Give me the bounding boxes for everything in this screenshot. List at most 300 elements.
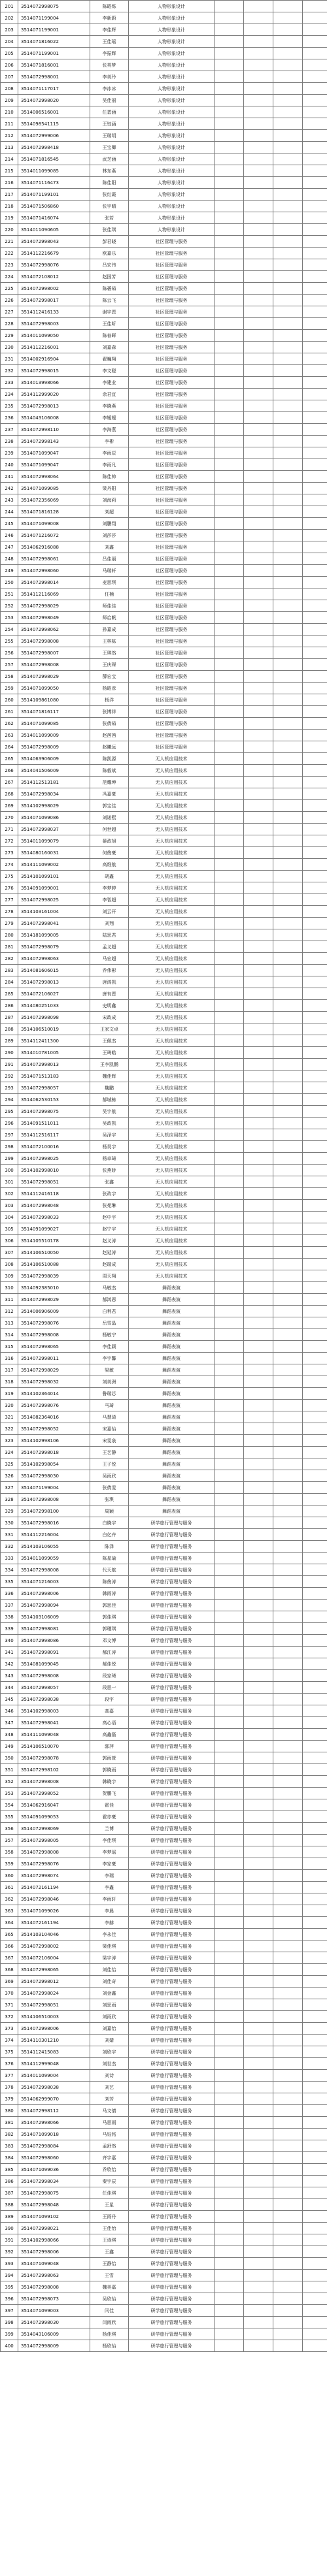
- student-name: 宋政成: [90, 1012, 129, 1023]
- empty-cell: [215, 295, 244, 306]
- empty-cell: [244, 1494, 273, 1505]
- empty-cell: [273, 1423, 303, 1435]
- major-name: 研学旅行管理与服务: [129, 1564, 215, 1576]
- major-name: 社区管理与服务: [129, 706, 215, 718]
- empty-cell: [273, 36, 303, 48]
- major-name: 研学旅行管理与服务: [129, 1553, 215, 1564]
- major-name: 人物形象设计: [129, 153, 215, 165]
- empty-cell: [273, 2105, 303, 2117]
- major-name: 舞蹈表演: [129, 1388, 215, 1400]
- table-row: [1, 1999, 327, 2011]
- major-name: 研学旅行管理与服务: [129, 2258, 215, 2270]
- major-name: 无人机应用技术: [129, 788, 215, 800]
- student-name: 段思一: [90, 1682, 129, 1694]
- empty-cell: [273, 1988, 303, 1999]
- empty-cell: [303, 1600, 327, 1611]
- empty-cell: [215, 1576, 244, 1588]
- student-id: 3514091099027: [18, 1223, 90, 1235]
- empty-cell: [244, 365, 273, 377]
- empty-cell: [244, 2152, 273, 2164]
- major-name: 社区管理与服务: [129, 600, 215, 612]
- empty-cell: [273, 424, 303, 436]
- student-name: 王家文卓: [90, 1023, 129, 1035]
- major-name: 社区管理与服务: [129, 424, 215, 436]
- row-number: 322: [1, 1423, 18, 1435]
- row-number: 352: [1, 1776, 18, 1788]
- major-name: 人物形象设计: [129, 224, 215, 236]
- student-name: 李雨凡: [90, 459, 129, 471]
- student-id: 3514071099047: [18, 447, 90, 459]
- empty-cell: [273, 1317, 303, 1329]
- empty-cell: [215, 718, 244, 730]
- empty-cell: [273, 777, 303, 788]
- empty-cell: [215, 1553, 244, 1564]
- row-number: 219: [1, 212, 18, 224]
- empty-cell: [303, 1259, 327, 1270]
- major-name: 舞蹈表演: [129, 1458, 215, 1470]
- row-number: 290: [1, 1047, 18, 1059]
- empty-cell: [215, 2117, 244, 2129]
- table-row: [1, 71, 327, 83]
- empty-cell: [303, 224, 327, 236]
- table-row: [1, 400, 327, 412]
- empty-cell: [244, 95, 273, 106]
- empty-cell: [244, 1470, 273, 1482]
- empty-cell: [215, 71, 244, 83]
- student-name: 李佳辉: [90, 24, 129, 36]
- table-row: [1, 436, 327, 447]
- empty-cell: [215, 483, 244, 494]
- empty-cell: [215, 988, 244, 1000]
- table-row: [1, 83, 327, 95]
- empty-cell: [244, 1035, 273, 1047]
- empty-cell: [273, 1647, 303, 1658]
- major-name: 研学旅行管理与服务: [129, 2046, 215, 2058]
- row-number: 306: [1, 1235, 18, 1247]
- empty-cell: [244, 1270, 273, 1282]
- student-id: 3514071816001: [18, 59, 90, 71]
- student-id: 3514072998076: [18, 1858, 90, 1870]
- empty-cell: [215, 835, 244, 847]
- major-name: 社区管理与服务: [129, 624, 215, 636]
- row-number: 393: [1, 2258, 18, 2270]
- empty-cell: [215, 412, 244, 424]
- row-number: 347: [1, 1717, 18, 1729]
- student-name: 晏政旭: [90, 835, 129, 847]
- empty-cell: [244, 929, 273, 941]
- major-name: 社区管理与服务: [129, 353, 215, 365]
- student-id: 3514071099026: [18, 1905, 90, 1917]
- row-number: 272: [1, 835, 18, 847]
- major-name: 无人机应用技术: [129, 765, 215, 777]
- major-name: 舞蹈表演: [129, 1482, 215, 1494]
- empty-cell: [215, 1776, 244, 1788]
- empty-cell: [303, 377, 327, 389]
- student-id: 3514112999020: [18, 389, 90, 400]
- student-name: 张红霞: [90, 189, 129, 201]
- student-name: 郝佳悦: [90, 1658, 129, 1670]
- empty-cell: [273, 2234, 303, 2246]
- student-id: 3514103106009: [18, 1611, 90, 1623]
- student-name: 魏鹏: [90, 1082, 129, 1094]
- empty-cell: [215, 965, 244, 976]
- empty-cell: [215, 1788, 244, 1799]
- empty-cell: [215, 1000, 244, 1012]
- table-row: [1, 342, 327, 353]
- row-number: 384: [1, 2152, 18, 2164]
- major-name: 研学旅行管理与服务: [129, 1940, 215, 1952]
- table-row: [1, 189, 327, 201]
- row-number: 327: [1, 1482, 18, 1494]
- empty-cell: [273, 1259, 303, 1270]
- student-id: 3514072998048: [18, 2199, 90, 2211]
- major-name: 无人机应用技术: [129, 1094, 215, 1106]
- student-name: 何俊豪: [90, 847, 129, 859]
- empty-cell: [303, 800, 327, 812]
- empty-cell: [215, 765, 244, 777]
- table-row: [1, 153, 327, 165]
- row-number: 394: [1, 2270, 18, 2281]
- empty-cell: [273, 24, 303, 36]
- student-name: 刘欣宇: [90, 2046, 129, 2058]
- major-name: 无人机应用技术: [129, 777, 215, 788]
- empty-cell: [244, 2105, 273, 2117]
- empty-cell: [273, 1247, 303, 1259]
- student-id: 3514072998098: [18, 1012, 90, 1023]
- empty-cell: [303, 2293, 327, 2305]
- empty-cell: [244, 588, 273, 600]
- table-row: [1, 1505, 327, 1517]
- student-name: 刘超: [90, 506, 129, 518]
- student-id: 3514112516117: [18, 1129, 90, 1141]
- empty-cell: [215, 236, 244, 248]
- empty-cell: [215, 1717, 244, 1729]
- table-row: [1, 1893, 327, 1905]
- empty-cell: [244, 741, 273, 753]
- student-id: 3514092385010: [18, 1282, 90, 1294]
- empty-cell: [215, 918, 244, 929]
- row-number: 247: [1, 541, 18, 553]
- student-name: 何世超: [90, 824, 129, 835]
- table-row: [1, 201, 327, 212]
- empty-cell: [273, 1329, 303, 1341]
- empty-cell: [303, 1035, 327, 1047]
- empty-cell: [273, 71, 303, 83]
- student-name: 陈佳阳: [90, 177, 129, 189]
- empty-cell: [215, 1482, 244, 1494]
- empty-cell: [303, 483, 327, 494]
- table-row: [1, 106, 327, 118]
- table-row: [1, 1600, 327, 1611]
- major-name: 社区管理与服务: [129, 565, 215, 577]
- empty-cell: [244, 1835, 273, 1846]
- student-name: 段宇: [90, 1694, 129, 1705]
- empty-cell: [215, 1658, 244, 1670]
- empty-cell: [215, 2246, 244, 2258]
- major-name: 人物形象设计: [129, 24, 215, 36]
- table-row: [1, 2082, 327, 2093]
- row-number: 281: [1, 941, 18, 953]
- table-row: [1, 2234, 327, 2246]
- student-id: 3514091099053: [18, 1811, 90, 1823]
- major-name: 研学旅行管理与服务: [129, 1893, 215, 1905]
- empty-cell: [244, 1153, 273, 1165]
- empty-cell: [303, 2270, 327, 2281]
- student-id: 3514072998006: [18, 2246, 90, 2258]
- row-number: 346: [1, 1705, 18, 1717]
- table-row: [1, 2281, 327, 2293]
- empty-cell: [303, 1553, 327, 1564]
- major-name: 社区管理与服务: [129, 577, 215, 588]
- row-number: 336: [1, 1588, 18, 1600]
- empty-cell: [273, 318, 303, 330]
- major-name: 研学旅行管理与服务: [129, 2093, 215, 2105]
- empty-cell: [244, 1282, 273, 1294]
- table-row: [1, 1235, 327, 1247]
- table-row: [1, 2223, 327, 2234]
- empty-cell: [215, 1647, 244, 1658]
- major-name: 无人机应用技术: [129, 835, 215, 847]
- table-row: [1, 1682, 327, 1694]
- empty-cell: [215, 753, 244, 765]
- row-number: 333: [1, 1553, 18, 1564]
- student-id: 3514072998002: [18, 283, 90, 295]
- empty-cell: [244, 636, 273, 647]
- major-name: 研学旅行管理与服务: [129, 2199, 215, 2211]
- student-name: 马敏杰: [90, 1282, 129, 1294]
- row-number: 315: [1, 1341, 18, 1353]
- student-name: 梁宇涛: [90, 1952, 129, 1964]
- empty-cell: [273, 941, 303, 953]
- empty-cell: [303, 2011, 327, 2023]
- empty-cell: [303, 1741, 327, 1752]
- empty-cell: [244, 1094, 273, 1106]
- empty-cell: [303, 1882, 327, 1893]
- empty-cell: [303, 248, 327, 259]
- student-id: 3514006516001: [18, 106, 90, 118]
- empty-cell: [303, 1788, 327, 1799]
- empty-cell: [244, 1788, 273, 1799]
- empty-cell: [244, 59, 273, 71]
- empty-cell: [303, 2046, 327, 2058]
- student-id: 3514112416118: [18, 1188, 90, 1200]
- student-name: 高嘉: [90, 1705, 129, 1717]
- table-row: [1, 1223, 327, 1235]
- empty-cell: [303, 1176, 327, 1188]
- student-id: 3514072161194: [18, 1917, 90, 1929]
- row-number: 341: [1, 1647, 18, 1658]
- major-name: 无人机应用技术: [129, 1000, 215, 1012]
- row-number: 396: [1, 2293, 18, 2305]
- student-id: 3514072998052: [18, 1788, 90, 1799]
- student-name: 刘鹏翔: [90, 518, 129, 530]
- empty-cell: [303, 1999, 327, 2011]
- student-name: 韩晓宇: [90, 1776, 129, 1788]
- empty-cell: [244, 1106, 273, 1118]
- empty-cell: [273, 295, 303, 306]
- student-name: 李梦瑶: [90, 1846, 129, 1858]
- table-row: [1, 1670, 327, 1682]
- table-row: [1, 941, 327, 953]
- empty-cell: [273, 859, 303, 871]
- empty-cell: [244, 436, 273, 447]
- empty-cell: [303, 1988, 327, 1999]
- table-row: [1, 1447, 327, 1458]
- empty-cell: [303, 353, 327, 365]
- empty-cell: [273, 588, 303, 600]
- empty-cell: [303, 1118, 327, 1129]
- major-name: 研学旅行管理与服务: [129, 2305, 215, 2317]
- row-number: 246: [1, 530, 18, 541]
- student-name: 刘莎莎: [90, 530, 129, 541]
- student-id: 3514072998084: [18, 2140, 90, 2152]
- table-row: [1, 177, 327, 189]
- student-name: 刘佳怡: [90, 1964, 129, 1976]
- student-id: 3514072998033: [18, 1212, 90, 1223]
- empty-cell: [303, 1635, 327, 1647]
- major-name: 舞蹈表演: [129, 1400, 215, 1411]
- empty-cell: [244, 1529, 273, 1541]
- major-name: 人物形象设计: [129, 71, 215, 83]
- empty-cell: [244, 1317, 273, 1329]
- student-name: 马文倩: [90, 2105, 129, 2117]
- empty-cell: [273, 1376, 303, 1388]
- student-name: 王鑫: [90, 2246, 129, 2258]
- major-name: 无人机应用技术: [129, 1259, 215, 1270]
- student-id: 3514106510088: [18, 1259, 90, 1270]
- empty-cell: [273, 1929, 303, 1940]
- major-name: 无人机应用技术: [129, 1200, 215, 1212]
- row-number: 321: [1, 1411, 18, 1423]
- empty-cell: [215, 353, 244, 365]
- empty-cell: [273, 1235, 303, 1247]
- empty-cell: [244, 1870, 273, 1882]
- empty-cell: [273, 683, 303, 694]
- empty-cell: [244, 1047, 273, 1059]
- empty-cell: [215, 1165, 244, 1176]
- empty-cell: [273, 694, 303, 706]
- empty-cell: [215, 1411, 244, 1423]
- table-row: [1, 612, 327, 624]
- empty-cell: [244, 1458, 273, 1470]
- student-id: 3514071816117: [18, 706, 90, 718]
- empty-cell: [273, 1893, 303, 1905]
- empty-cell: [303, 871, 327, 882]
- row-number: 212: [1, 130, 18, 142]
- empty-cell: [244, 2164, 273, 2176]
- student-name: 王佳怡: [90, 2223, 129, 2234]
- student-name: 王星: [90, 2199, 129, 2211]
- table-row: [1, 1588, 327, 1600]
- empty-cell: [215, 1176, 244, 1188]
- empty-cell: [273, 447, 303, 459]
- empty-cell: [244, 2187, 273, 2199]
- empty-cell: [244, 283, 273, 295]
- empty-cell: [303, 1317, 327, 1329]
- empty-cell: [215, 59, 244, 71]
- row-number: 294: [1, 1094, 18, 1106]
- empty-cell: [215, 2317, 244, 2328]
- student-id: 3514072998075: [18, 2187, 90, 2199]
- student-name: 乔欣怡: [90, 2164, 129, 2176]
- student-id: 3514011099009: [18, 730, 90, 741]
- empty-cell: [303, 1952, 327, 1964]
- empty-cell: [273, 765, 303, 777]
- empty-cell: [273, 377, 303, 389]
- student-id: 3514072998091: [18, 1647, 90, 1658]
- empty-cell: [244, 577, 273, 588]
- empty-cell: [273, 1611, 303, 1623]
- major-name: 研学旅行管理与服务: [129, 1635, 215, 1647]
- empty-cell: [244, 165, 273, 177]
- major-name: 社区管理与服务: [129, 459, 215, 471]
- table-row: [1, 248, 327, 259]
- empty-cell: [244, 1541, 273, 1553]
- row-number: 220: [1, 224, 18, 236]
- row-number: 259: [1, 683, 18, 694]
- student-id: 3514011099085: [18, 165, 90, 177]
- empty-cell: [273, 929, 303, 941]
- row-number: 201: [1, 1, 18, 12]
- student-id: 3514110301210: [18, 2035, 90, 2046]
- student-id: 3514072998078: [18, 1752, 90, 1764]
- empty-cell: [215, 2082, 244, 2093]
- empty-cell: [215, 1529, 244, 1541]
- empty-cell: [273, 647, 303, 659]
- empty-cell: [303, 2082, 327, 2093]
- row-number: 374: [1, 2035, 18, 2046]
- row-number: 270: [1, 812, 18, 824]
- student-name: 欧嘉乐: [90, 248, 129, 259]
- table-row: [1, 2211, 327, 2223]
- empty-cell: [303, 177, 327, 189]
- empty-cell: [244, 2176, 273, 2187]
- table-row: [1, 165, 327, 177]
- table-row: [1, 1623, 327, 1635]
- major-name: 社区管理与服务: [129, 494, 215, 506]
- table-row: [1, 1799, 327, 1811]
- empty-cell: [215, 177, 244, 189]
- student-name: 王雪: [90, 2270, 129, 2281]
- major-name: 舞蹈表演: [129, 1494, 215, 1505]
- major-name: 舞蹈表演: [129, 1435, 215, 1447]
- row-number: 276: [1, 882, 18, 894]
- student-id: 3514072998418: [18, 142, 90, 153]
- empty-cell: [303, 1929, 327, 1940]
- table-row: [1, 389, 327, 400]
- student-id: 3514072998038: [18, 2082, 90, 2093]
- table-row: [1, 1141, 327, 1153]
- empty-cell: [215, 1141, 244, 1153]
- table-row: [1, 1458, 327, 1470]
- table-row: [1, 518, 327, 530]
- table-row: [1, 24, 327, 36]
- student-id: 3514072998009: [18, 741, 90, 753]
- student-name: 周天翔: [90, 1270, 129, 1282]
- empty-cell: [244, 824, 273, 835]
- empty-cell: [303, 2093, 327, 2105]
- empty-cell: [244, 671, 273, 683]
- row-number: 255: [1, 636, 18, 647]
- major-name: 无人机应用技术: [129, 753, 215, 765]
- empty-cell: [215, 1682, 244, 1694]
- table-row: [1, 1717, 327, 1729]
- empty-cell: [244, 1694, 273, 1705]
- empty-cell: [215, 2164, 244, 2176]
- student-name: 王子悦: [90, 1458, 129, 1470]
- empty-cell: [215, 306, 244, 318]
- empty-cell: [273, 2246, 303, 2258]
